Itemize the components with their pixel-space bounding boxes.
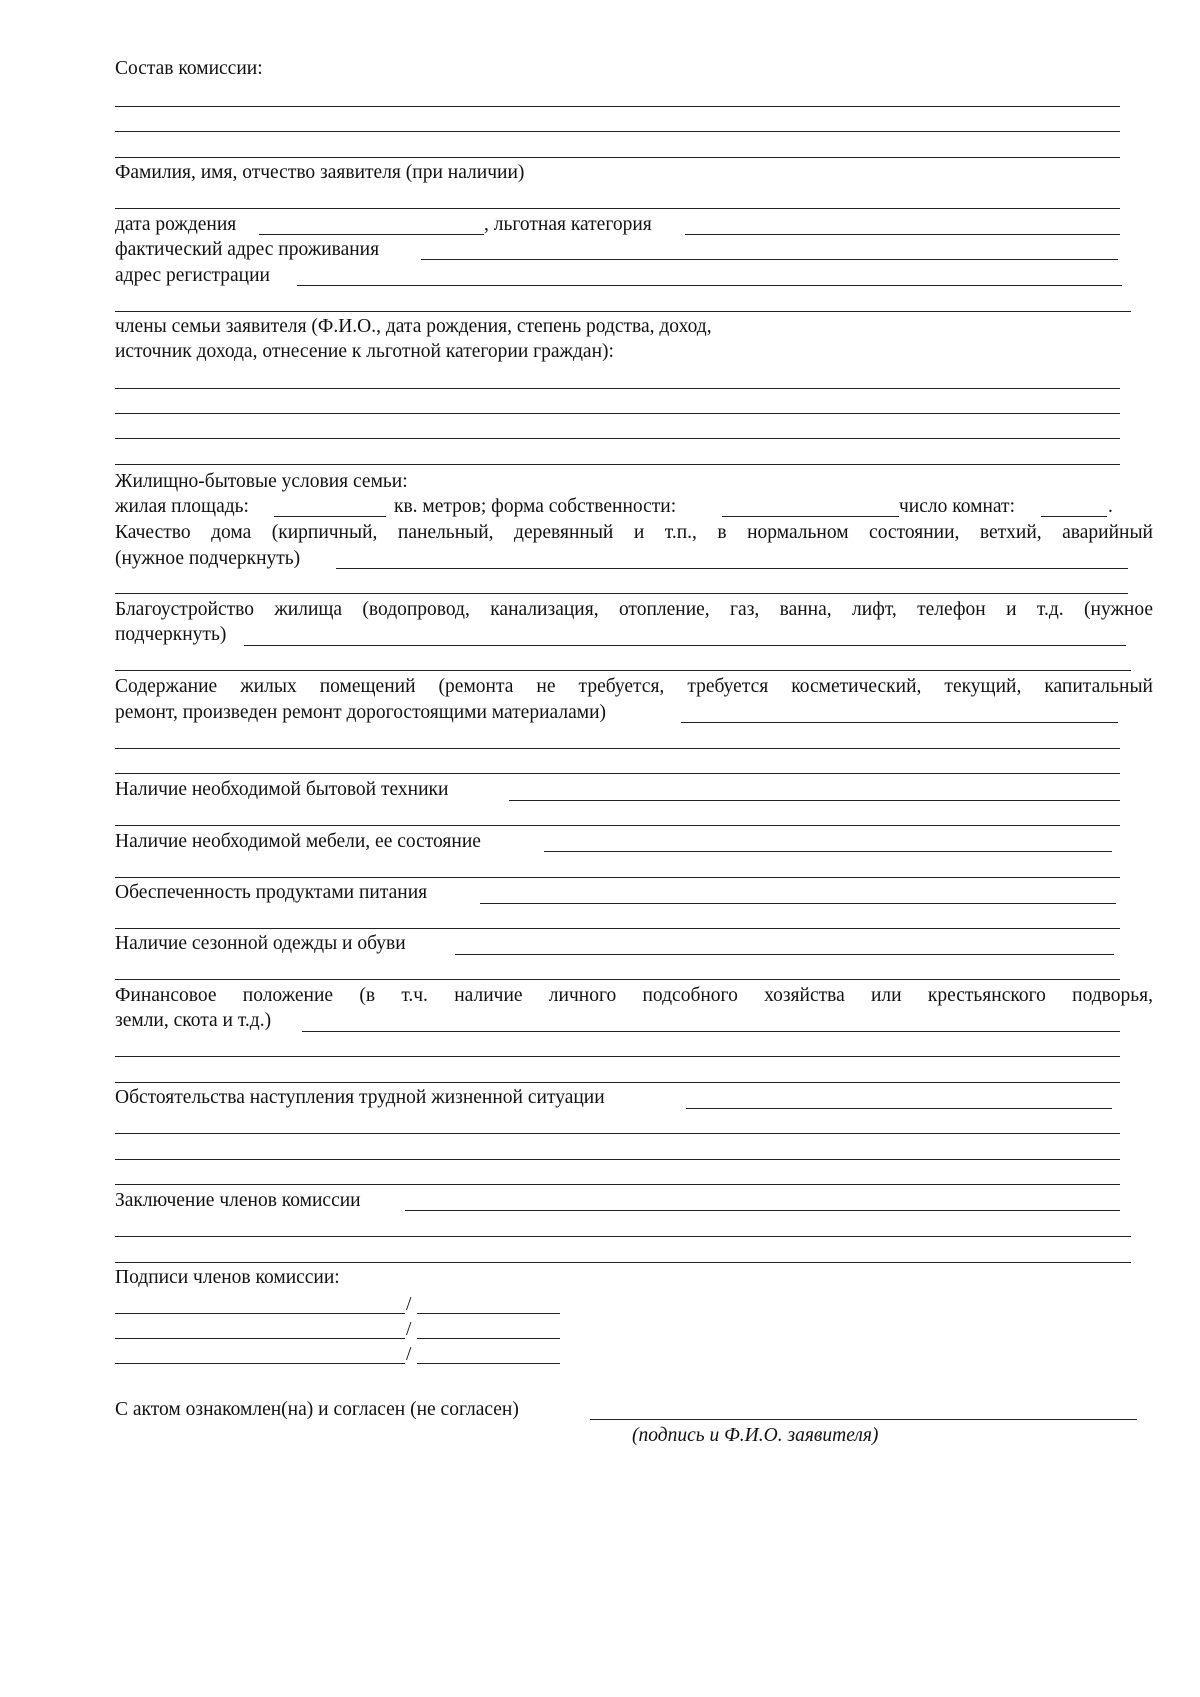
commission-line-3[interactable]: [115, 157, 1120, 158]
furniture-line-2[interactable]: [115, 877, 1120, 878]
signature-3-slash: /: [406, 1344, 412, 1365]
furniture-field[interactable]: [544, 851, 1112, 852]
signature-3-name-line[interactable]: [417, 1363, 560, 1364]
maintenance-field[interactable]: [681, 722, 1118, 723]
registration-address-line-2[interactable]: [115, 311, 1131, 312]
family-members-line-1[interactable]: [115, 388, 1120, 389]
signature-1-line[interactable]: [115, 1313, 405, 1314]
signature-1-name-line[interactable]: [417, 1313, 560, 1314]
applicant-name-label: Фамилия, имя, отчество заявителя (при наличии): [115, 162, 525, 183]
family-members-line-3[interactable]: [115, 438, 1120, 439]
amenities-label-1: Благоустройство жилища (водопровод, канализация, отопление, газ, ванна, лифт, телефон и т.д. (нужное: [115, 599, 1153, 620]
actual-address-label: фактический адрес проживания: [115, 239, 380, 260]
registration-address-field[interactable]: [297, 285, 1122, 286]
signature-2-slash: /: [406, 1319, 412, 1340]
conclusion-label: Заключение членов комиссии: [115, 1190, 361, 1211]
benefit-category-label: , льготная категория: [484, 214, 652, 235]
conclusion-line-3[interactable]: [115, 1262, 1131, 1263]
clothing-field[interactable]: [455, 954, 1114, 955]
birth-date-field[interactable]: [259, 234, 484, 235]
house-quality-label-2: (нужное подчеркнуть): [115, 548, 301, 569]
family-members-label-2: источник дохода, отнесение к льготной категории граждан):: [115, 341, 614, 362]
food-field[interactable]: [480, 903, 1116, 904]
appliances-label: Наличие необходимой бытовой техники: [115, 779, 449, 800]
house-quality-field[interactable]: [336, 568, 1128, 569]
housing-conditions-label: Жилищно-бытовые условия семьи:: [115, 471, 408, 492]
finance-field[interactable]: [302, 1031, 1120, 1032]
appliances-line-2[interactable]: [115, 825, 1120, 826]
applicant-signature-field[interactable]: [590, 1419, 1137, 1420]
finance-label-1: Финансовое положение (в т.ч. наличие личного подсобного хозяйства или крестьянского подворья,: [115, 985, 1153, 1006]
conclusion-field[interactable]: [405, 1210, 1120, 1211]
signature-1-slash: /: [406, 1294, 412, 1315]
family-members-line-4[interactable]: [115, 464, 1120, 465]
applicant-name-line[interactable]: [115, 208, 1120, 209]
living-area-field[interactable]: [274, 516, 386, 517]
finance-label-2: земли, скота и т.д.): [115, 1010, 272, 1031]
finance-line-2[interactable]: [115, 1056, 1120, 1057]
maintenance-line-3[interactable]: [115, 773, 1120, 774]
commission-line-1[interactable]: [115, 106, 1120, 107]
birth-date-label: дата рождения: [115, 214, 237, 235]
amenities-field[interactable]: [244, 645, 1126, 646]
signatures-label: Подписи членов комиссии:: [115, 1267, 340, 1288]
food-line-2[interactable]: [115, 928, 1120, 929]
food-label: Обеспеченность продуктами питания: [115, 882, 428, 903]
circumstances-line-2[interactable]: [115, 1133, 1120, 1134]
living-area-label: жилая площадь:: [115, 496, 249, 517]
signature-2-line[interactable]: [115, 1338, 405, 1339]
signature-3-line[interactable]: [115, 1363, 405, 1364]
amenities-line-2[interactable]: [115, 670, 1131, 671]
circumstances-field[interactable]: [686, 1108, 1112, 1109]
commission-label: Состав комиссии:: [115, 58, 263, 79]
maintenance-label-2: ремонт, произведен ремонт дорогостоящими материалами): [115, 702, 607, 723]
registration-address-label: адрес регистрации: [115, 265, 270, 286]
maintenance-line-2[interactable]: [115, 748, 1120, 749]
actual-address-field[interactable]: [421, 259, 1118, 260]
signature-note: (подпись и Ф.И.О. заявителя): [632, 1425, 879, 1446]
circumstances-label: Обстоятельства наступления трудной жизненной ситуации: [115, 1087, 605, 1108]
signature-2-name-line[interactable]: [417, 1338, 560, 1339]
house-quality-label-1: Качество дома (кирпичный, панельный, деревянный и т.п., в нормальном состоянии, ветхий, аварийный: [115, 522, 1153, 543]
rooms-field[interactable]: [1041, 516, 1107, 517]
clothing-label: Наличие сезонной одежды и обуви: [115, 933, 406, 954]
furniture-label: Наличие необходимой мебели, ее состояние: [115, 831, 481, 852]
family-members-line-2[interactable]: [115, 413, 1120, 414]
family-members-label-1: члены семьи заявителя (Ф.И.О., дата рождения, степень родства, доход,: [115, 316, 712, 337]
conclusion-line-2[interactable]: [115, 1236, 1131, 1237]
acknowledged-label: С актом ознакомлен(на) и согласен (не согласен): [115, 1399, 519, 1420]
sq-meters-label: кв. метров; форма собственности:: [394, 496, 677, 517]
commission-line-2[interactable]: [115, 131, 1120, 132]
maintenance-label-1: Содержание жилых помещений (ремонта не требуется, требуется косметический, текущий, капитальный: [115, 676, 1153, 697]
circumstances-line-4[interactable]: [115, 1184, 1120, 1185]
circumstances-line-3[interactable]: [115, 1159, 1120, 1160]
rooms-end: .: [1108, 496, 1113, 517]
house-quality-line-2[interactable]: [115, 593, 1128, 594]
benefit-category-field[interactable]: [685, 234, 1120, 235]
amenities-label-2: подчеркнуть): [115, 624, 227, 645]
appliances-field[interactable]: [509, 800, 1120, 801]
clothing-line-2[interactable]: [115, 979, 1120, 980]
finance-line-3[interactable]: [115, 1082, 1120, 1083]
rooms-label: число комнат:: [899, 496, 1015, 517]
ownership-form-field[interactable]: [722, 516, 899, 517]
